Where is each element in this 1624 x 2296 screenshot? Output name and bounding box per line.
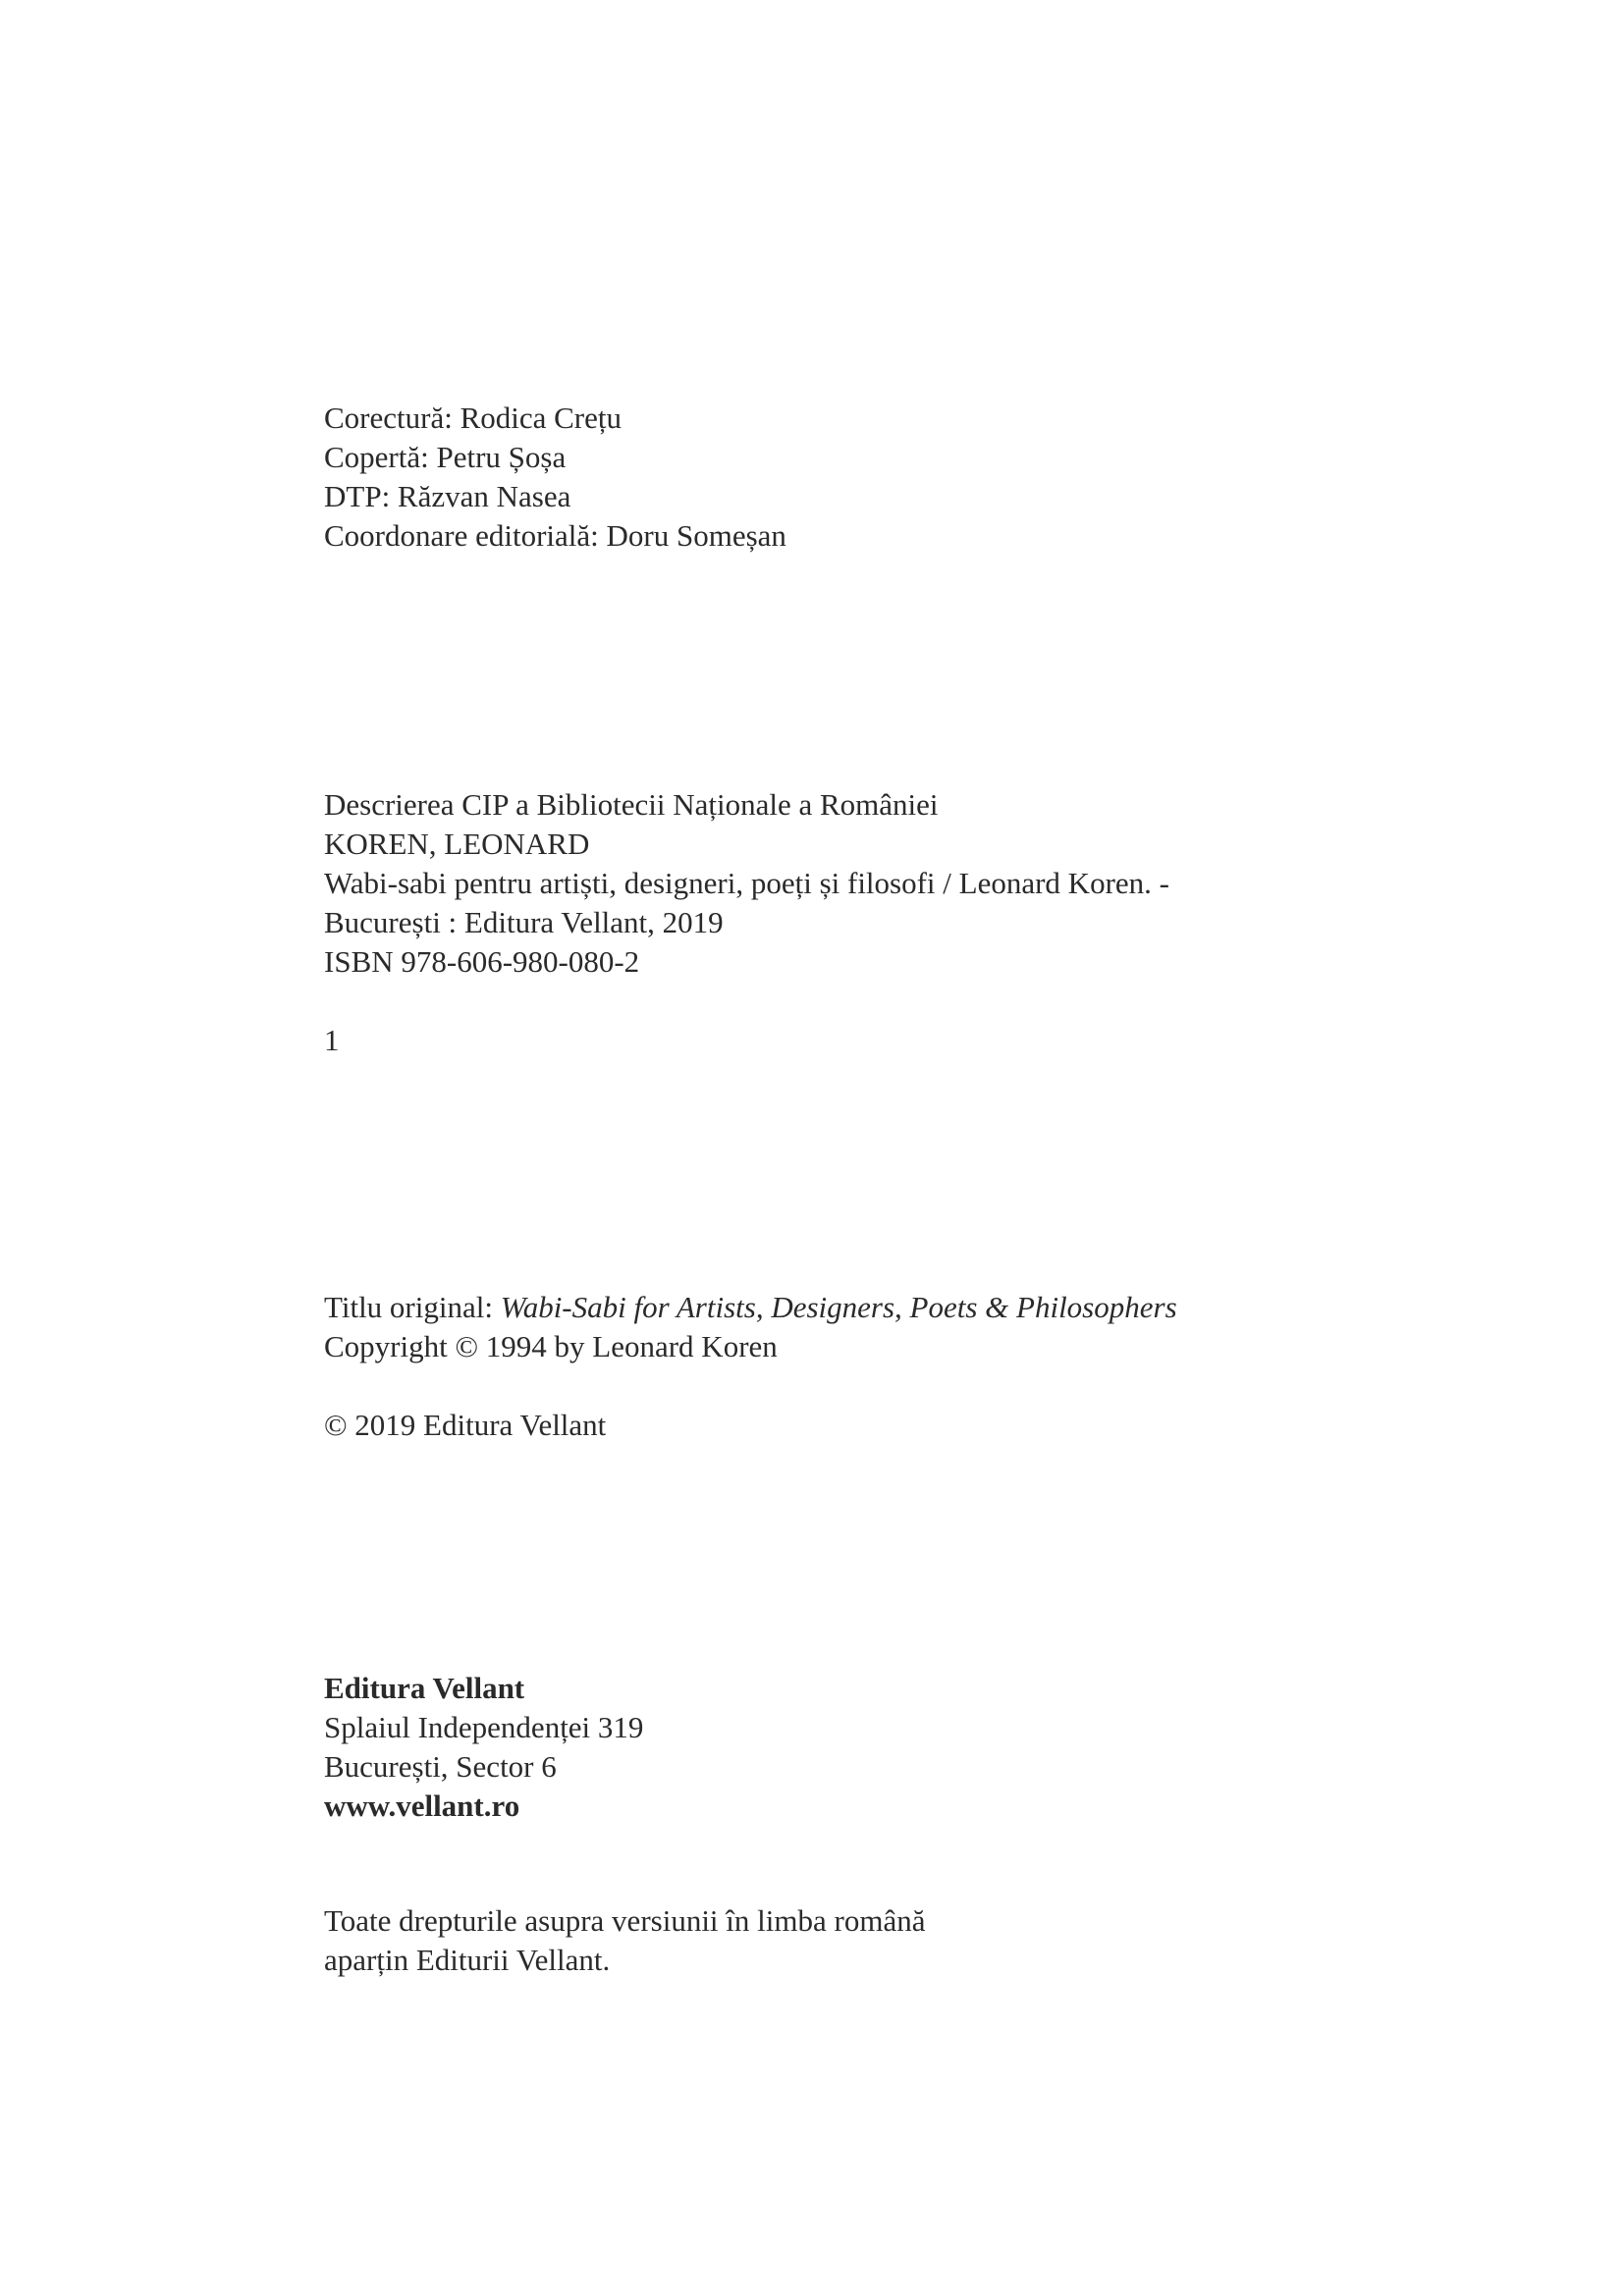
copyright-line: Copyright © 1994 by Leonard Koren	[324, 1329, 778, 1363]
publisher-address-line1: Splaiul Independenței 319	[324, 1710, 644, 1744]
publisher-name: Editura Vellant	[324, 1671, 525, 1705]
cip-block	[324, 785, 1169, 1060]
rights-line1: Toate drepturile asupra versiunii în limba română	[324, 1903, 926, 1938]
copyright-block	[324, 1288, 1177, 1445]
publisher-address-line2: București, Sector 6	[324, 1749, 557, 1784]
credit-proofreading: Corectură: Rodica Crețu	[324, 400, 623, 435]
cip-classification: 1	[324, 1023, 340, 1057]
rights-line2: aparțin Editurii Vellant.	[324, 1943, 611, 1977]
credits-block	[324, 399, 786, 556]
spacer	[324, 1366, 1177, 1406]
rights-block	[324, 1901, 925, 1980]
spacer	[324, 982, 1169, 1021]
original-title-line	[324, 1288, 1177, 1327]
publisher-website: www.vellant.ro	[324, 1789, 520, 1823]
edition-copyright: © 2019 Editura Vellant	[324, 1408, 607, 1442]
cip-title-line: Wabi-sabi pentru artiști, designeri, poeți și filosofi / Leonard Koren. -	[324, 866, 1169, 900]
cip-heading: Descrierea CIP a Bibliotecii Naționale a României	[324, 787, 939, 822]
original-title: Wabi-Sabi for Artists, Designers, Poets & Philosophers	[500, 1290, 1177, 1324]
cip-isbn: ISBN 978-606-980-080-2	[324, 944, 640, 979]
credit-editorial-coordination: Coordonare editorială: Doru Someșan	[324, 518, 786, 553]
credit-cover: Copertă: Petru Șoșa	[324, 440, 567, 474]
cip-imprint: București : Editura Vellant, 2019	[324, 905, 724, 939]
publisher-block	[324, 1669, 643, 1826]
original-title-label: Titlu original:	[324, 1290, 501, 1324]
credit-dtp: DTP: Răzvan Nasea	[324, 479, 571, 513]
cip-author: KOREN, LEONARD	[324, 827, 590, 861]
